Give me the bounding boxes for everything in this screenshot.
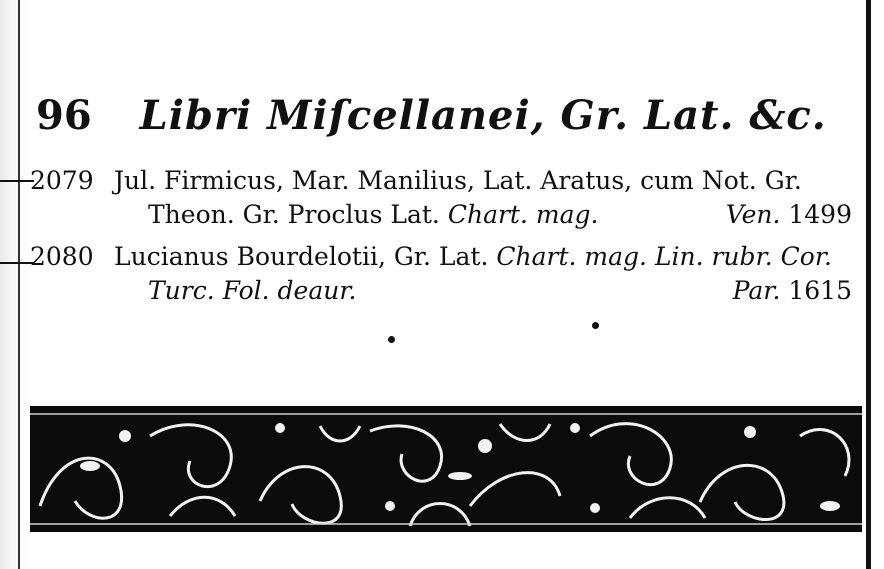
- entry-format: Chart. mag.: [447, 200, 599, 229]
- page-header: [36, 92, 856, 154]
- lot-number: 2080: [30, 242, 94, 271]
- running-title: Libri Miſcellanei, Gr. Lat. &c.: [139, 92, 827, 139]
- entry-imprint: [733, 276, 852, 306]
- entry-2080-line-1: [30, 242, 832, 272]
- entry-format: Chart. mag. Lin. rubr. Cor.: [496, 242, 832, 271]
- lot-marker-line: [0, 180, 34, 182]
- ink-speck: [592, 322, 599, 329]
- entry-2079-line-1: [30, 166, 802, 196]
- floral-scroll-ornament-icon: [30, 406, 862, 532]
- imprint-place: Par.: [732, 276, 781, 305]
- ink-speck: [388, 336, 395, 343]
- entry-title: Lucianus Bourdelotii, Gr. Lat.: [114, 242, 497, 271]
- page-number: 96: [36, 92, 92, 139]
- entry-imprint: [726, 200, 852, 230]
- binding-gutter: [0, 0, 30, 569]
- right-edge-line: [866, 0, 871, 569]
- imprint-year: 1499: [788, 200, 852, 229]
- entry-title: Jul. Firmicus, Mar. Manilius, Lat. Aratus, cum Not. Gr.: [114, 166, 802, 195]
- imprint-year: 1615: [788, 276, 852, 305]
- ornament-artwork: [30, 406, 862, 532]
- left-edge-line: [18, 0, 20, 569]
- lot-marker-line: [0, 262, 34, 264]
- imprint-place: Ven.: [725, 200, 781, 229]
- entry-2080-line-2: [148, 276, 852, 306]
- entry-2079-line-2: [148, 200, 852, 230]
- entry-description: Theon. Gr. Proclus Lat.: [148, 200, 448, 229]
- lot-number: 2079: [30, 166, 94, 195]
- entry-binding: Turc. Fol. deaur.: [148, 276, 357, 305]
